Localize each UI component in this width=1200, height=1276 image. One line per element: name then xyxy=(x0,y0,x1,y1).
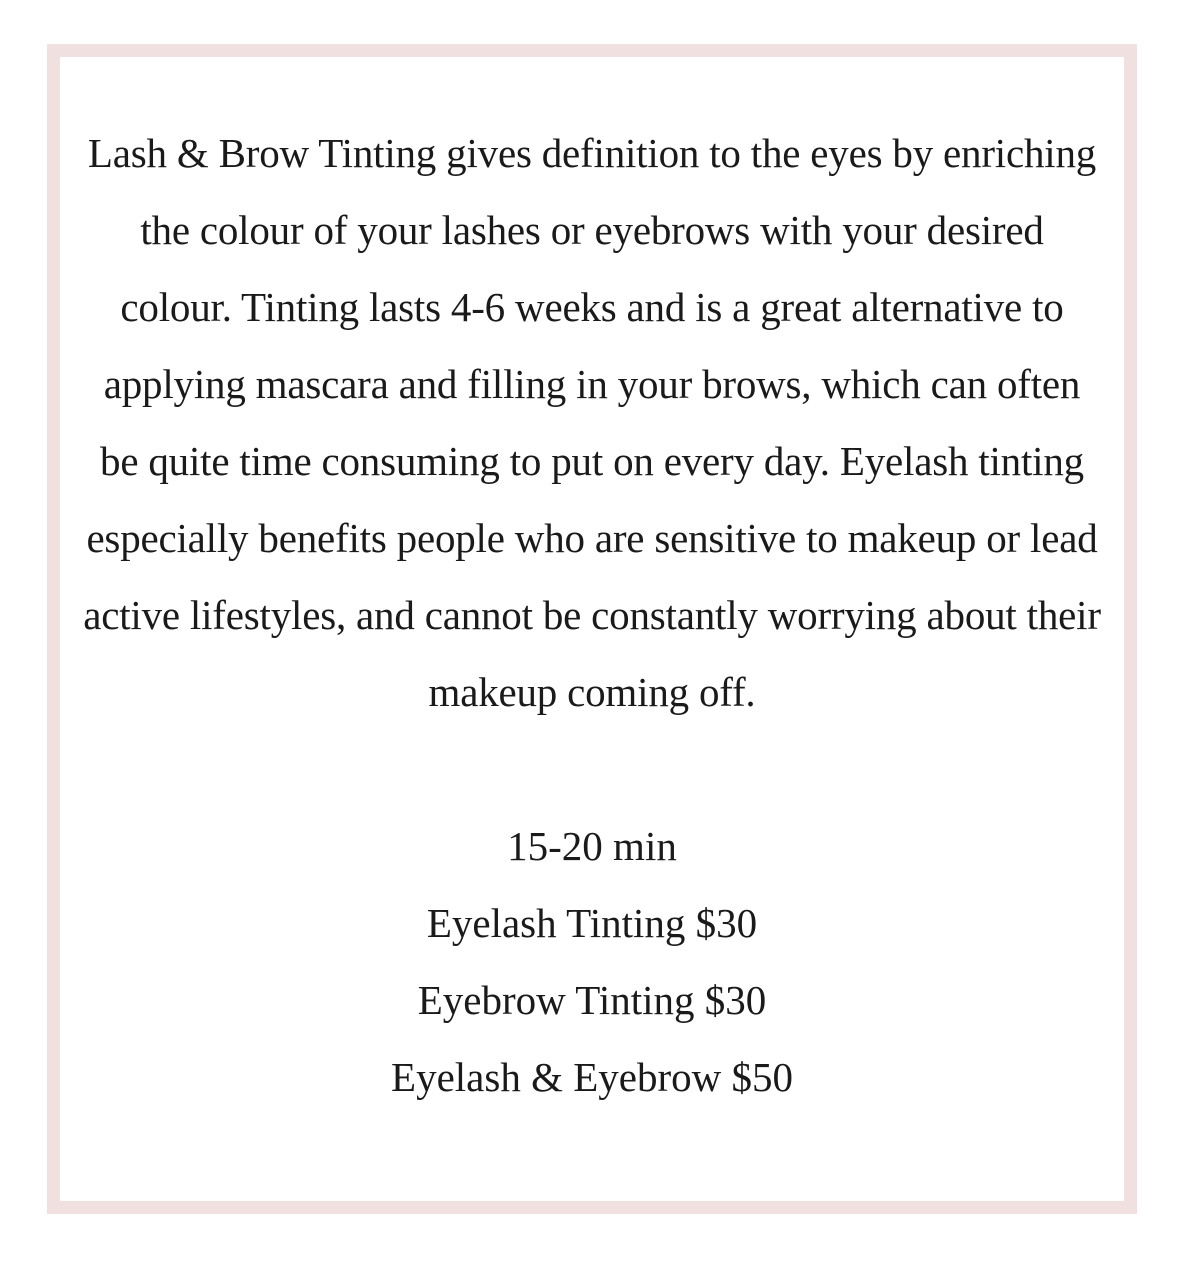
price-eyelash-eyebrow: Eyelash & Eyebrow $50 xyxy=(391,1054,793,1100)
service-duration: 15-20 min xyxy=(507,823,677,869)
service-description: Lash & Brow Tinting gives definition to the eyes by enriching the colour of your lashes or eyebrows with your desired colour. Tinting lasts 4-6 weeks and is a great alternative to applying mascara and filling in your brows, which can often be quite time consuming to put on every day. Eyelash tinting especially benefits people who are sensitive to makeup or lead active lifestyles, and cannot be constantly worrying about their makeup coming off. xyxy=(83,130,1101,715)
section-spacer xyxy=(82,731,1102,808)
price-eyelash-tinting: Eyelash Tinting $30 xyxy=(426,900,758,946)
price-eyebrow-tinting: Eyebrow Tinting $30 xyxy=(417,977,767,1023)
service-card xyxy=(47,44,1137,1214)
service-content xyxy=(82,115,1102,1116)
